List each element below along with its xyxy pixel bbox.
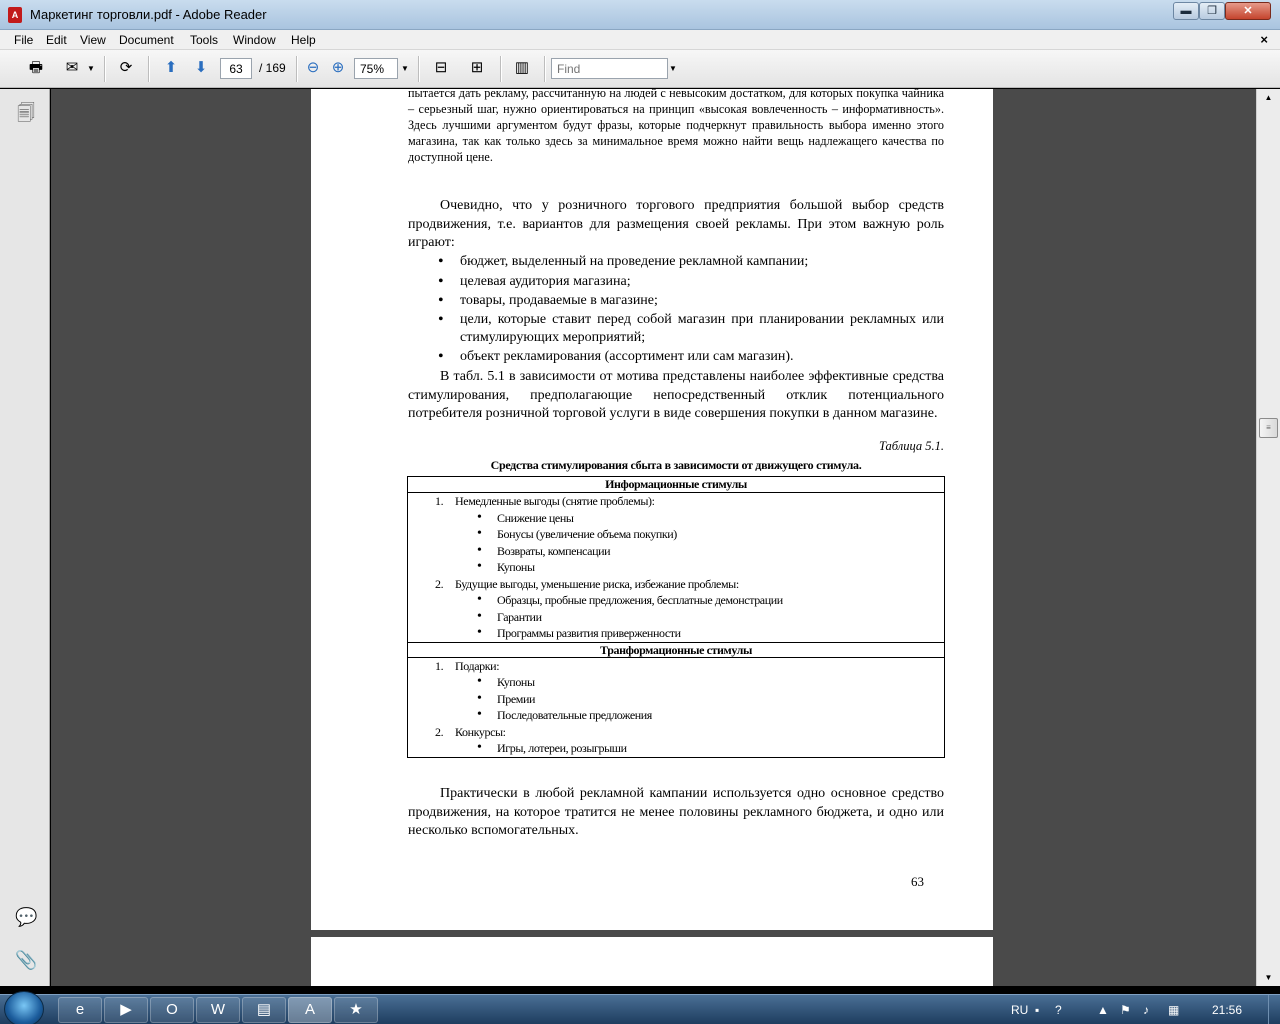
sub-item: • Купоны xyxy=(497,559,535,576)
table-row xyxy=(408,493,944,510)
minimize-button[interactable]: ▬ xyxy=(1173,2,1199,20)
sub-item: • Снижение цены xyxy=(497,510,574,527)
ie-icon[interactable]: e xyxy=(58,997,102,1023)
close-button[interactable]: ✕ xyxy=(1225,2,1271,20)
app-icon[interactable]: ★ xyxy=(334,997,378,1023)
adobe-reader-icon: A xyxy=(8,7,22,23)
stimuli-table xyxy=(407,476,945,758)
table-row xyxy=(408,609,944,626)
sub-item: • Программы развития приверженности xyxy=(497,625,681,642)
sub-item: • Купоны xyxy=(497,674,535,691)
email-dropdown-icon[interactable]: ▼ xyxy=(87,64,95,73)
item-number: 2. xyxy=(435,724,444,739)
table-caption: Таблица 5.1. xyxy=(879,439,944,453)
menu-edit[interactable]: Edit xyxy=(46,33,67,47)
table-row xyxy=(408,592,944,609)
menu-view[interactable]: View xyxy=(80,33,106,47)
zoom-input[interactable] xyxy=(354,58,398,79)
table-row xyxy=(408,526,944,543)
menu-help[interactable]: Help xyxy=(291,33,316,47)
table-row xyxy=(408,576,944,593)
vertical-scrollbar[interactable] xyxy=(1256,89,1280,986)
comments-icon[interactable]: 💬 xyxy=(15,907,38,927)
table-row xyxy=(408,510,944,527)
fit-width-icon[interactable]: ⊞ xyxy=(470,59,484,76)
paragraph-3: Практически в любой рекламной кампании используется одно основное средство продвижения, на которое тратится не менее половины рекламного бюджета, и одно или несколько вспомогательных. xyxy=(408,786,944,838)
explorer-icon[interactable]: ▤ xyxy=(242,997,286,1023)
opera-icon[interactable]: O xyxy=(150,997,194,1023)
network-icon[interactable]: ▦ xyxy=(1168,1003,1180,1017)
menu-window[interactable]: Window xyxy=(233,33,276,47)
show-hidden-icons[interactable]: ▲ xyxy=(1097,1003,1109,1017)
document-viewport[interactable] xyxy=(51,89,1256,986)
sub-item: • Игры, лотереи, розыгрыши xyxy=(497,740,627,757)
zoom-dropdown-icon[interactable]: ▼ xyxy=(401,64,409,73)
table-title: Средства стимулирования сбыта в зависимости от движущего стимула. xyxy=(490,458,862,472)
paragraph-2: В табл. 5.1 в зависимости от мотива представлены наиболее эффективные средства стимулирования, предполагающие непосредственный отклик потенциального потребителя розничной торговой услуги в виде совершения покупки в данном магазине. xyxy=(408,369,944,421)
table-row xyxy=(408,691,944,708)
sub-item: • Бонусы (увеличение объема покупки) xyxy=(497,526,677,543)
print-icon[interactable]: 🖶 xyxy=(28,59,44,76)
sub-item: • Возвраты, компенсации xyxy=(497,543,610,560)
sub-item: • Премии xyxy=(497,691,535,708)
table-section-header: Информационные стимулы xyxy=(408,477,944,493)
toolbar xyxy=(0,50,1280,88)
menu-document[interactable]: Document xyxy=(119,33,174,47)
item-label: Немедленные выгоды (снятие проблемы): xyxy=(455,494,655,508)
fit-page-icon[interactable]: ⊟ xyxy=(434,59,448,76)
maximize-button[interactable]: ❐ xyxy=(1199,2,1225,20)
zoom-out-icon[interactable]: ⊖ xyxy=(306,59,320,76)
tray-pdf-icon[interactable]: ▪ xyxy=(1035,1003,1040,1017)
page-total: / 169 xyxy=(259,61,286,75)
scroll-down-icon[interactable]: ▼ xyxy=(1264,973,1273,982)
find-dropdown-icon[interactable]: ▼ xyxy=(669,64,677,73)
scroll-up-icon[interactable]: ▲ xyxy=(1264,93,1273,102)
zoom-in-icon[interactable]: ⊕ xyxy=(331,59,345,76)
review-icon[interactable]: ⟳ xyxy=(119,59,133,76)
table-row xyxy=(408,740,944,757)
sub-item: • Последовательные предложения xyxy=(497,707,652,724)
table-row xyxy=(408,724,944,741)
start-button[interactable] xyxy=(4,991,44,1024)
email-icon[interactable]: ✉ xyxy=(65,59,79,76)
next-pdf-page xyxy=(311,937,993,986)
prev-page-icon[interactable]: ⬆ xyxy=(164,59,178,76)
page-number-input[interactable] xyxy=(220,58,252,79)
reading-mode-icon[interactable]: ▥ xyxy=(514,59,530,76)
menu-file[interactable]: File xyxy=(14,33,34,47)
attachments-icon[interactable]: 📎 xyxy=(15,950,38,970)
list-item: • товары, продаваемые в магазине; xyxy=(408,291,944,311)
window-title: Маркетинг торговли.pdf - Adobe Reader xyxy=(30,7,267,22)
item-number: 2. xyxy=(435,576,444,591)
top-fragment: пытается дать рекламу, рассчитанную на людей с невысоким достатком, для которых покупка чайника – серьезный шаг, нужно ориентироваться на принцип «высокая вовлеченность – информативность». Здесь лучшими аргументом будут фразы, которые подчеркнут правильность выбора именно этого магазина, так как только здесь за минимальное время можно найти вещь надлежащего качества по доступной цене. xyxy=(408,89,944,164)
media-icon[interactable]: ▶ xyxy=(104,997,148,1023)
navigation-panel xyxy=(0,89,50,986)
menu-tools[interactable]: Tools xyxy=(190,33,219,47)
show-desktop-button[interactable] xyxy=(1268,995,1280,1024)
taskbar xyxy=(0,994,1280,1024)
item-label: Будущие выгоды, уменьшение риска, избежание проблемы: xyxy=(455,576,739,591)
item-number: 1. xyxy=(435,658,444,673)
help-icon[interactable]: ? xyxy=(1055,1003,1062,1017)
list-item: • объект рекламирования (ассортимент или сам магазин). xyxy=(408,347,944,367)
table-row xyxy=(408,625,944,642)
table-row xyxy=(408,658,944,675)
item-label: Подарки: xyxy=(455,658,500,673)
acrobat-icon[interactable]: A xyxy=(288,997,332,1023)
list-item: • целевая аудитория магазина; xyxy=(408,272,944,292)
find-input[interactable] xyxy=(551,58,668,79)
clock[interactable]: 21:56 xyxy=(1212,1003,1243,1017)
item-label: Конкурсы: xyxy=(455,724,506,739)
table-row xyxy=(408,707,944,724)
language-indicator[interactable]: RU xyxy=(1011,1003,1029,1017)
table-row xyxy=(408,543,944,560)
sub-item: • Образцы, пробные предложения, бесплатные демонстрации xyxy=(497,592,783,609)
pages-icon[interactable]: 🗐 xyxy=(17,103,35,123)
sub-item: • Гарантии xyxy=(497,609,542,626)
volume-icon[interactable]: ♪ xyxy=(1143,1003,1149,1017)
bullet-list xyxy=(408,252,944,366)
close-document-icon[interactable]: × xyxy=(1260,32,1268,47)
page-number: 63 xyxy=(911,874,924,889)
list-item: • цели, которые ставит перед собой магазин при планировании рекламных или стимулирующих мероприятий; xyxy=(408,311,944,347)
table-row xyxy=(408,674,944,691)
item-number: 1. xyxy=(435,494,444,508)
word-icon[interactable]: W xyxy=(196,997,240,1023)
pdf-page xyxy=(311,89,993,930)
menu-bar xyxy=(0,30,1280,50)
flag-icon[interactable]: ⚑ xyxy=(1120,1003,1131,1017)
table-row xyxy=(408,559,944,576)
list-item: • бюджет, выделенный на проведение рекламной кампании; xyxy=(408,252,944,272)
next-page-icon[interactable]: ⬇ xyxy=(194,59,208,76)
scrollbar-thumb[interactable]: ≡ xyxy=(1259,418,1278,438)
title-bar xyxy=(0,0,1280,30)
paragraph-1: Очевидно, что у розничного торгового предприятия большой выбор средств продвижения, т.е. вариантов для размещения своей рекламы. При этом важную роль играют: xyxy=(408,198,944,250)
table-section-header: Транформационные стимулы xyxy=(408,642,944,658)
